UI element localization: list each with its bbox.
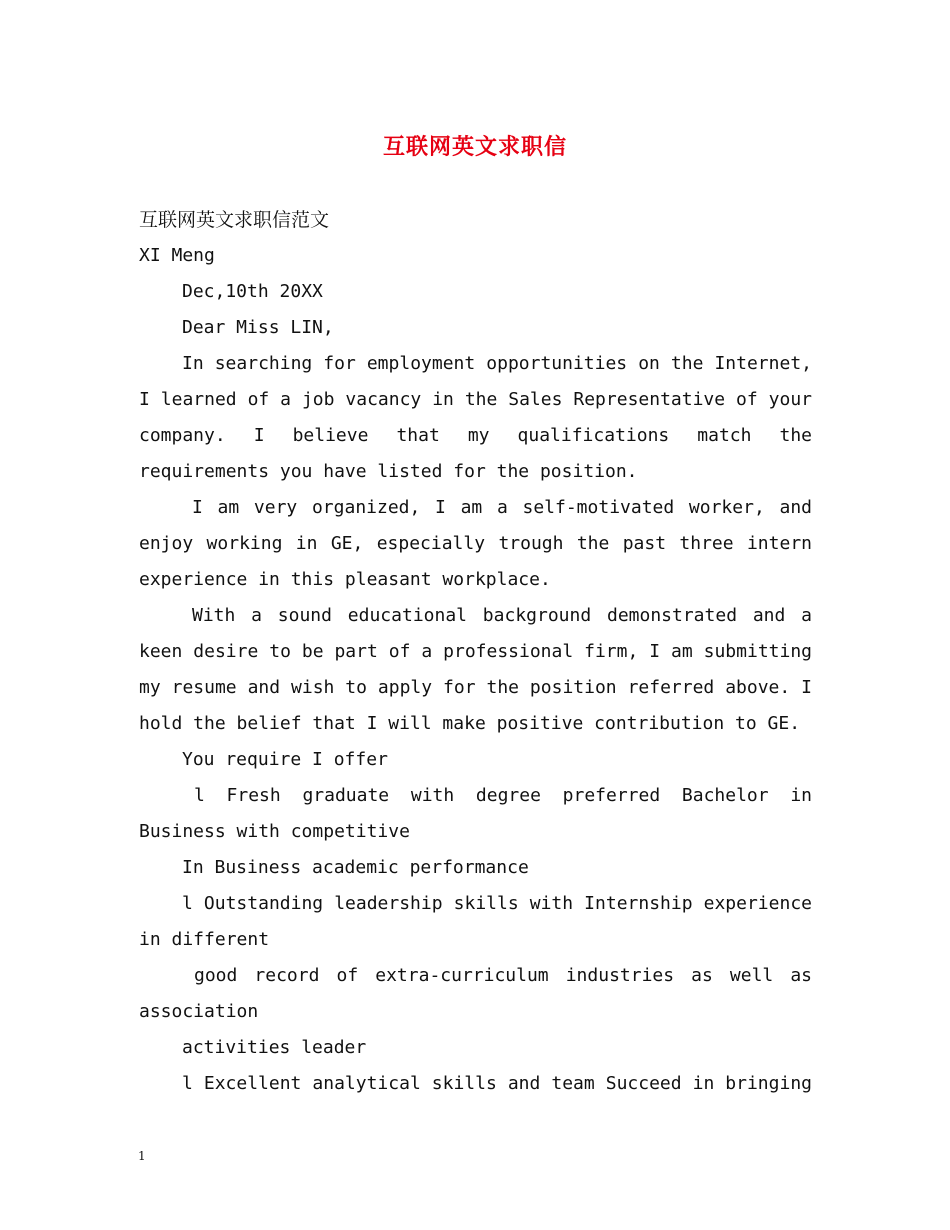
- document-body: [139, 202, 812, 1102]
- text-line: company. I believe that my qualifications match the: [139, 425, 812, 446]
- text-line: enjoy working in GE, especially trough the past three intern: [139, 533, 812, 554]
- text-line: You require I offer: [182, 749, 388, 770]
- text-line: activities leader: [182, 1037, 367, 1058]
- page-number: 1: [138, 1149, 146, 1163]
- text-line: With a sound educational background demonstrated and a: [192, 605, 812, 626]
- text-line: Dec,10th 20XX: [182, 281, 323, 302]
- text-line: good record of extra-curriculum industries as well as: [194, 965, 812, 986]
- text-line: my resume and wish to apply for the position referred above. I: [139, 677, 812, 698]
- text-line: in different: [139, 929, 270, 950]
- text-line: keen desire to be part of a professional firm, I am submitting: [139, 641, 812, 662]
- text-line: association: [139, 1001, 259, 1022]
- text-line: I learned of a job vacancy in the Sales Representative of your: [139, 389, 812, 410]
- text-line: I am very organized, I am a self-motivated worker, and: [192, 497, 812, 518]
- text-line: l Excellent analytical skills and team Succeed in bringing: [182, 1073, 812, 1094]
- document-subtitle: 互联网英文求职信范文: [139, 209, 330, 231]
- document-title: 互联网英文求职信: [382, 134, 567, 160]
- text-line: hold the belief that I will make positive contribution to GE.: [139, 713, 801, 734]
- text-line: In Business academic performance: [182, 857, 529, 878]
- text-line: experience in this pleasant workplace.: [139, 569, 551, 590]
- text-line: Dear Miss LIN,: [182, 317, 334, 338]
- text-line: l Fresh graduate with degree preferred Bachelor in: [194, 785, 812, 806]
- text-line: requirements you have listed for the position.: [139, 461, 638, 482]
- text-line: l Outstanding leadership skills with Internship experience: [182, 893, 812, 914]
- text-line: In searching for employment opportunities on the Internet,: [182, 353, 812, 374]
- text-line: XI Meng: [139, 245, 215, 266]
- text-line: Business with competitive: [139, 821, 410, 842]
